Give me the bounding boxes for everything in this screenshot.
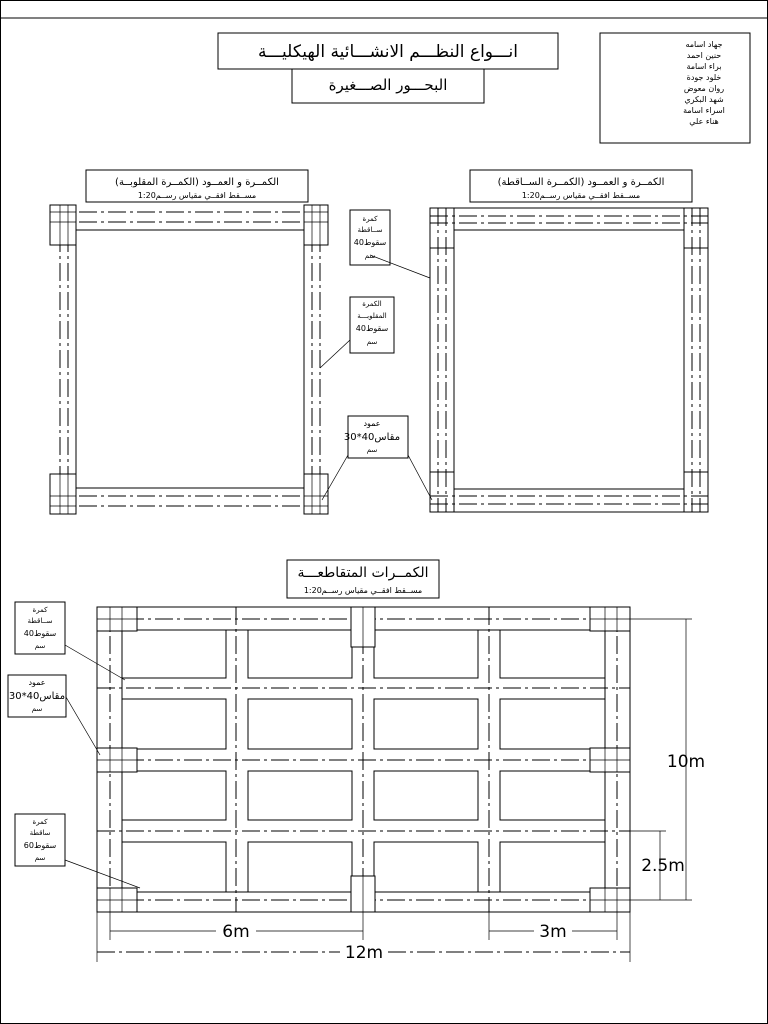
dropped-title: الكمــرة و العمــود (الكمــرة الســاقطة)	[497, 177, 665, 188]
callout-text: مقاس40*30	[343, 432, 401, 443]
name-line: هناء علي	[689, 117, 719, 126]
callout-text: ساقطة	[29, 829, 51, 837]
slab-panel	[248, 699, 352, 749]
callout-text: مقاس40*30	[8, 691, 66, 702]
dim-10m: 10m	[666, 752, 706, 772]
dim-12m: 12m	[344, 943, 384, 963]
slab-panel	[500, 842, 605, 892]
leader-line	[320, 340, 350, 368]
column	[684, 208, 708, 248]
callout-text: كمرة	[32, 818, 48, 826]
callout-text: سم	[34, 854, 46, 862]
callout-text: ســاقطة	[357, 226, 383, 234]
leader-line	[370, 255, 430, 278]
slab-panel	[248, 771, 352, 820]
slab-panel	[500, 771, 605, 820]
column	[684, 472, 708, 512]
dropped-beam-plan	[430, 170, 708, 512]
column	[304, 474, 328, 514]
leader-line	[65, 860, 140, 888]
name-line: اسراء اسامة	[683, 106, 725, 115]
dropped-scale: مســقط افقــي مقياس رســم1:20	[521, 191, 641, 200]
dim-3m: 3m	[539, 922, 567, 942]
crossing-beams-plan	[97, 560, 630, 912]
slab-panel	[248, 630, 352, 678]
slab-panel	[374, 771, 478, 820]
dim-2-5m: 2.5m	[641, 856, 685, 876]
inverted-scale: مســقط افقــي مقياس رســم1:20	[137, 191, 257, 200]
leader-line	[408, 455, 432, 500]
callout-text: سقوط60	[23, 841, 57, 850]
slab-panel	[500, 699, 605, 749]
slab-panel	[374, 630, 478, 678]
name-line: خلود جودة	[686, 73, 722, 82]
names-box	[600, 33, 750, 143]
beam-outer-edge	[430, 208, 708, 512]
name-line: جهاد اسامه	[685, 40, 723, 49]
callout-text: الكمرة	[362, 300, 382, 308]
column	[430, 208, 454, 248]
slab-panel	[122, 771, 226, 820]
callout-text: سقوط40	[23, 629, 57, 638]
slab-panel	[374, 699, 478, 749]
crossing-callouts	[8, 602, 140, 888]
callout-text: كمرة	[362, 215, 378, 223]
callout-text: سم	[366, 338, 378, 346]
column	[304, 205, 328, 245]
title-block	[218, 33, 558, 103]
beam-inner-edge	[454, 230, 684, 489]
slab-panel	[374, 842, 478, 892]
callout-text: سقوط40	[353, 238, 387, 247]
subtitle: البحـــور الصـــغيرة	[328, 76, 448, 94]
name-line: براء اسامة	[686, 62, 722, 71]
names-frame	[600, 33, 750, 143]
callout-text: سم	[366, 446, 378, 454]
callout-text: كمرة	[32, 606, 48, 614]
callout-text: سم	[364, 252, 376, 260]
crossing-title: الكمــرات المتقاطعـــة	[297, 565, 429, 581]
callout-text: سم	[31, 705, 43, 713]
slab-panel	[500, 630, 605, 678]
inverted-title: الكمــرة و العمــود (الكمــرة المقلوبــة)	[115, 177, 279, 188]
column	[50, 474, 76, 514]
leader-line	[65, 645, 125, 680]
inverted-beam-plan	[50, 170, 328, 514]
callout-text: المقلوبـــة	[357, 312, 387, 320]
top-callouts	[320, 210, 432, 500]
slab-panel	[122, 630, 226, 678]
slab-panel	[122, 699, 226, 749]
column	[430, 472, 454, 512]
slab-panel	[248, 842, 352, 892]
callout-text: ســاقطة	[27, 617, 53, 625]
leader-line	[66, 697, 100, 755]
name-line: روان معوض	[683, 84, 725, 93]
dim-6m: 6m	[222, 922, 250, 942]
callout-text: سقوط40	[355, 324, 389, 333]
column	[50, 205, 76, 245]
crossing-scale: مســقط افقــي مقياس رســم1:20	[303, 586, 423, 595]
name-line: شهد البكري	[684, 95, 724, 104]
name-line: حنين احمد	[686, 51, 722, 60]
callout-text: عمود	[28, 678, 46, 687]
slab-panel	[122, 842, 226, 892]
callout-text: عمود	[363, 419, 381, 428]
main-title: انـــواع النظـــم الانشـــائية الهيكليـــة	[258, 42, 518, 62]
callout-text: سم	[34, 642, 46, 650]
